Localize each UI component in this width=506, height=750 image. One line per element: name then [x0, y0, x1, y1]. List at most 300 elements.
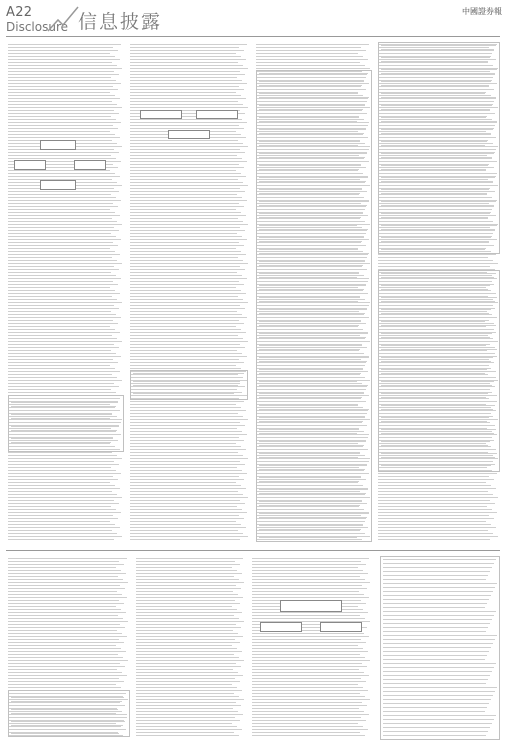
text-line-placeholder — [8, 573, 126, 574]
text-line-placeholder — [8, 98, 120, 99]
text-line-placeholder — [259, 73, 368, 74]
text-line-placeholder — [11, 705, 120, 706]
text-line-placeholder — [259, 333, 368, 334]
text-line-placeholder — [259, 453, 360, 454]
text-line-placeholder — [130, 71, 240, 72]
text-line-placeholder — [252, 735, 365, 736]
text-line-placeholder — [8, 131, 110, 132]
text-line-placeholder — [381, 281, 492, 282]
text-line-placeholder — [252, 690, 368, 691]
text-line-placeholder — [136, 669, 233, 670]
text-line-placeholder — [378, 494, 493, 495]
org-chart-box — [40, 180, 76, 190]
text-line-placeholder — [383, 707, 487, 708]
text-line-placeholder — [383, 639, 495, 640]
text-line-placeholder — [381, 433, 494, 434]
text-line-placeholder — [259, 229, 368, 230]
text-line-placeholder — [11, 434, 115, 435]
text-line-placeholder — [133, 377, 242, 378]
section-name-cn: 信息披露 — [78, 11, 163, 33]
text-line-placeholder — [130, 272, 237, 273]
text-line-placeholder — [136, 639, 235, 640]
text-line-placeholder — [381, 285, 490, 286]
text-line-placeholder — [130, 53, 236, 54]
text-line-placeholder — [136, 648, 237, 649]
text-line-placeholder — [8, 666, 125, 667]
text-line-placeholder — [259, 109, 363, 110]
text-line-placeholder — [252, 558, 369, 559]
text-line-placeholder — [252, 642, 366, 643]
text-line-placeholder — [256, 56, 363, 57]
text-line-placeholder — [8, 245, 118, 246]
text-line-placeholder — [8, 678, 119, 679]
text-line-placeholder — [259, 485, 357, 486]
text-line-placeholder — [259, 509, 358, 510]
text-line-placeholder — [252, 678, 361, 679]
text-line-placeholder — [381, 53, 492, 54]
text-line-placeholder — [11, 701, 122, 702]
text-line-placeholder — [8, 506, 111, 507]
text-line-placeholder — [259, 113, 361, 114]
text-line-placeholder — [252, 654, 360, 655]
text-line-placeholder — [130, 290, 241, 291]
text-line-placeholder — [8, 383, 114, 384]
text-line-placeholder — [378, 488, 496, 489]
text-line-placeholder — [378, 503, 495, 504]
text-line-placeholder — [136, 627, 241, 628]
text-line-placeholder — [130, 521, 236, 522]
text-line-placeholder — [130, 188, 240, 189]
text-line-placeholder — [378, 482, 486, 483]
text-line-placeholder — [11, 414, 112, 415]
text-line-placeholder — [383, 595, 491, 596]
text-line-placeholder — [8, 500, 114, 501]
text-line-placeholder — [259, 421, 363, 422]
text-line-placeholder — [11, 713, 116, 714]
text-line-placeholder — [136, 621, 244, 622]
text-line-placeholder — [252, 726, 363, 727]
text-line-placeholder — [136, 735, 239, 736]
text-line-placeholder — [8, 684, 116, 685]
text-line-placeholder — [8, 627, 125, 628]
text-line-placeholder — [130, 479, 244, 480]
text-line-placeholder — [130, 461, 240, 462]
text-line-placeholder — [8, 278, 121, 279]
text-line-placeholder — [381, 345, 486, 346]
text-line-placeholder — [8, 236, 116, 237]
text-line-placeholder — [136, 696, 239, 697]
text-line-placeholder — [130, 491, 238, 492]
text-line-placeholder — [252, 585, 362, 586]
text-line-placeholder — [252, 720, 366, 721]
text-line-placeholder — [259, 125, 368, 126]
text-line-placeholder — [8, 275, 116, 276]
article-column-6 — [134, 556, 246, 740]
text-line-placeholder — [8, 657, 123, 658]
text-line-placeholder — [381, 293, 486, 294]
text-line-placeholder — [8, 455, 117, 456]
text-line-placeholder — [8, 56, 115, 57]
text-line-placeholder — [8, 651, 126, 652]
text-line-placeholder — [381, 309, 491, 310]
text-line-placeholder — [130, 443, 236, 444]
text-line-placeholder — [259, 357, 369, 358]
text-line-placeholder — [383, 631, 486, 632]
text-line-placeholder — [130, 59, 246, 60]
section-divider — [6, 550, 500, 551]
text-line-placeholder — [259, 425, 361, 426]
text-line-placeholder — [130, 311, 237, 312]
text-line-placeholder — [381, 321, 485, 322]
text-line-placeholder — [8, 675, 127, 676]
text-line-placeholder — [11, 398, 120, 399]
text-line-placeholder — [130, 44, 247, 45]
text-line-placeholder — [130, 455, 243, 456]
text-line-placeholder — [8, 299, 117, 300]
text-line-placeholder — [130, 416, 243, 417]
text-line-placeholder — [381, 61, 488, 62]
text-line-placeholder — [130, 335, 238, 336]
text-line-placeholder — [381, 417, 489, 418]
text-line-placeholder — [130, 104, 243, 105]
text-line-placeholder — [8, 221, 117, 222]
text-line-placeholder — [130, 200, 247, 201]
text-line-placeholder — [256, 50, 366, 51]
text-line-placeholder — [8, 579, 123, 580]
text-line-placeholder — [383, 619, 492, 620]
org-chart-box — [14, 160, 46, 170]
text-line-placeholder — [381, 217, 488, 218]
text-line-placeholder — [130, 404, 236, 405]
text-line-placeholder — [8, 356, 121, 357]
text-line-placeholder — [130, 284, 244, 285]
text-line-placeholder — [381, 229, 495, 230]
text-line-placeholder — [259, 205, 367, 206]
text-line-placeholder — [130, 425, 245, 426]
text-line-placeholder — [381, 157, 492, 158]
text-line-placeholder — [8, 317, 121, 318]
text-line-placeholder — [8, 365, 110, 366]
text-line-placeholder — [259, 353, 358, 354]
text-line-placeholder — [8, 585, 120, 586]
text-line-placeholder — [130, 191, 245, 192]
flow-chart-box — [320, 622, 362, 632]
text-line-placeholder — [8, 600, 119, 601]
text-line-placeholder — [252, 687, 363, 688]
text-line-placeholder — [259, 121, 357, 122]
text-line-placeholder — [8, 362, 118, 363]
text-line-placeholder — [8, 113, 119, 114]
text-line-placeholder — [130, 353, 242, 354]
text-line-placeholder — [8, 389, 111, 390]
text-line-placeholder — [259, 193, 360, 194]
text-line-placeholder — [383, 671, 492, 672]
text-line-placeholder — [259, 93, 358, 94]
text-line-placeholder — [381, 353, 495, 354]
text-line-placeholder — [259, 405, 358, 406]
text-line-placeholder — [259, 437, 368, 438]
text-line-placeholder — [381, 97, 496, 98]
text-line-placeholder — [130, 74, 245, 75]
text-line-placeholder — [256, 62, 360, 63]
text-line-placeholder — [136, 705, 241, 706]
text-line-placeholder — [259, 521, 365, 522]
text-line-placeholder — [8, 74, 119, 75]
text-line-placeholder — [11, 709, 118, 710]
text-line-placeholder — [8, 630, 117, 631]
text-line-placeholder — [136, 714, 243, 715]
text-line-placeholder — [8, 497, 122, 498]
text-line-placeholder — [11, 697, 124, 698]
text-line-placeholder — [130, 209, 236, 210]
text-line-placeholder — [259, 449, 362, 450]
text-line-placeholder — [259, 145, 358, 146]
text-line-placeholder — [378, 512, 497, 513]
text-line-placeholder — [381, 357, 493, 358]
text-line-placeholder — [8, 293, 120, 294]
text-line-placeholder — [130, 467, 237, 468]
text-line-placeholder — [383, 611, 496, 612]
text-line-placeholder — [252, 564, 366, 565]
text-line-placeholder — [381, 213, 490, 214]
text-line-placeholder — [378, 524, 491, 525]
text-line-placeholder — [8, 230, 119, 231]
text-line-placeholder — [259, 181, 366, 182]
text-line-placeholder — [8, 458, 122, 459]
text-line-placeholder — [130, 368, 241, 369]
text-line-placeholder — [259, 321, 361, 322]
text-line-placeholder — [8, 80, 116, 81]
text-line-placeholder — [252, 717, 361, 718]
text-line-placeholder — [383, 675, 490, 676]
text-line-placeholder — [130, 47, 239, 48]
text-line-placeholder — [252, 708, 359, 709]
text-line-placeholder — [381, 337, 490, 338]
text-line-placeholder — [381, 401, 497, 402]
text-line-placeholder — [130, 233, 237, 234]
article-column-1 — [6, 42, 124, 542]
text-line-placeholder — [383, 715, 496, 716]
text-line-placeholder — [8, 260, 117, 261]
text-line-placeholder — [252, 660, 370, 661]
text-line-placeholder — [252, 594, 364, 595]
text-line-placeholder — [136, 615, 234, 616]
text-line-placeholder — [383, 627, 488, 628]
text-line-placeholder — [130, 359, 239, 360]
text-line-placeholder — [259, 201, 369, 202]
text-line-placeholder — [130, 230, 245, 231]
text-line-placeholder — [381, 301, 495, 302]
text-line-placeholder — [259, 97, 369, 98]
text-line-placeholder — [381, 273, 496, 274]
text-line-placeholder — [259, 253, 369, 254]
text-line-placeholder — [252, 702, 362, 703]
text-line-placeholder — [252, 675, 369, 676]
text-line-placeholder — [256, 47, 361, 48]
text-line-placeholder — [259, 525, 363, 526]
text-line-placeholder — [383, 607, 485, 608]
text-line-placeholder — [259, 297, 360, 298]
text-line-placeholder — [383, 727, 490, 728]
text-line-placeholder — [252, 681, 366, 682]
text-line-placeholder — [8, 341, 122, 342]
text-line-placeholder — [8, 89, 118, 90]
text-line-placeholder — [8, 263, 122, 264]
text-line-placeholder — [383, 623, 490, 624]
text-line-placeholder — [8, 128, 118, 129]
text-line-placeholder — [383, 667, 494, 668]
org-chart-box — [74, 160, 106, 170]
text-line-placeholder — [136, 564, 240, 565]
text-line-placeholder — [8, 101, 112, 102]
text-line-placeholder — [8, 503, 119, 504]
text-line-placeholder — [381, 169, 486, 170]
text-line-placeholder — [378, 479, 494, 480]
data-table — [378, 42, 500, 254]
text-line-placeholder — [8, 71, 114, 72]
text-line-placeholder — [8, 606, 116, 607]
text-line-placeholder — [252, 723, 358, 724]
text-line-placeholder — [252, 588, 367, 589]
text-line-placeholder — [381, 369, 487, 370]
text-line-placeholder — [130, 437, 239, 438]
text-line-placeholder — [8, 464, 119, 465]
text-line-placeholder — [130, 248, 236, 249]
text-line-placeholder — [8, 621, 128, 622]
text-line-placeholder — [383, 643, 493, 644]
text-line-placeholder — [8, 368, 115, 369]
text-line-placeholder — [383, 735, 486, 736]
text-line-placeholder — [381, 89, 487, 90]
text-line-placeholder — [383, 687, 497, 688]
text-line-placeholder — [381, 437, 492, 438]
section-name-en: Disclosure — [6, 20, 69, 34]
text-line-placeholder — [381, 185, 491, 186]
text-line-placeholder — [136, 651, 242, 652]
text-line-placeholder — [130, 170, 236, 171]
text-line-placeholder — [259, 197, 358, 198]
text-line-placeholder — [381, 193, 487, 194]
text-line-placeholder — [259, 317, 363, 318]
text-line-placeholder — [8, 473, 121, 474]
text-line-placeholder — [383, 651, 489, 652]
text-line-placeholder — [8, 482, 110, 483]
text-line-placeholder — [259, 189, 362, 190]
text-line-placeholder — [378, 518, 494, 519]
article-column-7 — [250, 556, 372, 740]
text-line-placeholder — [8, 65, 117, 66]
text-line-placeholder — [8, 509, 116, 510]
text-line-placeholder — [8, 302, 122, 303]
text-line-placeholder — [378, 521, 486, 522]
text-line-placeholder — [381, 101, 494, 102]
text-line-placeholder — [259, 225, 357, 226]
text-line-placeholder — [136, 687, 237, 688]
text-line-placeholder — [8, 618, 123, 619]
text-line-placeholder — [378, 497, 498, 498]
text-line-placeholder — [8, 137, 120, 138]
text-line-placeholder — [252, 732, 360, 733]
text-line-placeholder — [130, 236, 242, 237]
text-line-placeholder — [8, 633, 122, 634]
text-line-placeholder — [259, 265, 363, 266]
text-line-placeholder — [8, 266, 114, 267]
text-line-placeholder — [130, 533, 243, 534]
text-line-placeholder — [259, 233, 366, 234]
data-table — [256, 70, 372, 542]
text-line-placeholder — [11, 442, 111, 443]
text-line-placeholder — [256, 65, 365, 66]
text-line-placeholder — [252, 729, 368, 730]
text-line-placeholder — [259, 281, 368, 282]
text-line-placeholder — [8, 576, 118, 577]
text-line-placeholder — [136, 558, 243, 559]
text-line-placeholder — [252, 666, 367, 667]
text-line-placeholder — [381, 137, 489, 138]
text-line-placeholder — [378, 476, 489, 477]
text-line-placeholder — [130, 446, 241, 447]
text-line-placeholder — [259, 165, 361, 166]
text-line-placeholder — [136, 642, 240, 643]
text-line-placeholder — [256, 44, 369, 45]
text-line-placeholder — [8, 203, 113, 204]
text-line-placeholder — [383, 579, 486, 580]
text-line-placeholder — [8, 642, 124, 643]
text-line-placeholder — [8, 521, 110, 522]
text-line-placeholder — [381, 201, 496, 202]
text-line-placeholder — [136, 594, 238, 595]
text-line-placeholder — [130, 260, 243, 261]
text-line-placeholder — [8, 296, 112, 297]
text-line-placeholder — [381, 45, 496, 46]
text-line-placeholder — [8, 272, 111, 273]
text-line-placeholder — [381, 65, 486, 66]
text-line-placeholder — [8, 281, 113, 282]
text-line-placeholder — [133, 393, 234, 394]
text-line-placeholder — [381, 121, 497, 122]
text-line-placeholder — [252, 711, 364, 712]
text-line-placeholder — [256, 59, 368, 60]
text-line-placeholder — [259, 177, 368, 178]
text-line-placeholder — [378, 485, 491, 486]
text-line-placeholder — [8, 215, 120, 216]
data-table — [8, 395, 124, 452]
text-line-placeholder — [11, 733, 119, 734]
text-line-placeholder — [136, 702, 236, 703]
text-line-placeholder — [8, 233, 111, 234]
text-line-placeholder — [381, 165, 488, 166]
text-line-placeholder — [381, 233, 493, 234]
text-line-placeholder — [8, 347, 119, 348]
text-line-placeholder — [259, 393, 364, 394]
text-line-placeholder — [130, 539, 240, 540]
text-line-placeholder — [136, 603, 240, 604]
text-line-placeholder — [8, 200, 121, 201]
text-line-placeholder — [381, 57, 490, 58]
text-line-placeholder — [8, 588, 125, 589]
text-line-placeholder — [378, 254, 496, 255]
text-line-placeholder — [130, 536, 248, 537]
text-line-placeholder — [259, 289, 364, 290]
text-line-placeholder — [8, 194, 111, 195]
text-line-placeholder — [130, 323, 244, 324]
text-line-placeholder — [259, 377, 359, 378]
text-line-placeholder — [130, 365, 236, 366]
page-number: A22 — [6, 5, 33, 20]
text-line-placeholder — [381, 113, 488, 114]
text-line-placeholder — [8, 539, 114, 540]
text-line-placeholder — [252, 636, 369, 637]
